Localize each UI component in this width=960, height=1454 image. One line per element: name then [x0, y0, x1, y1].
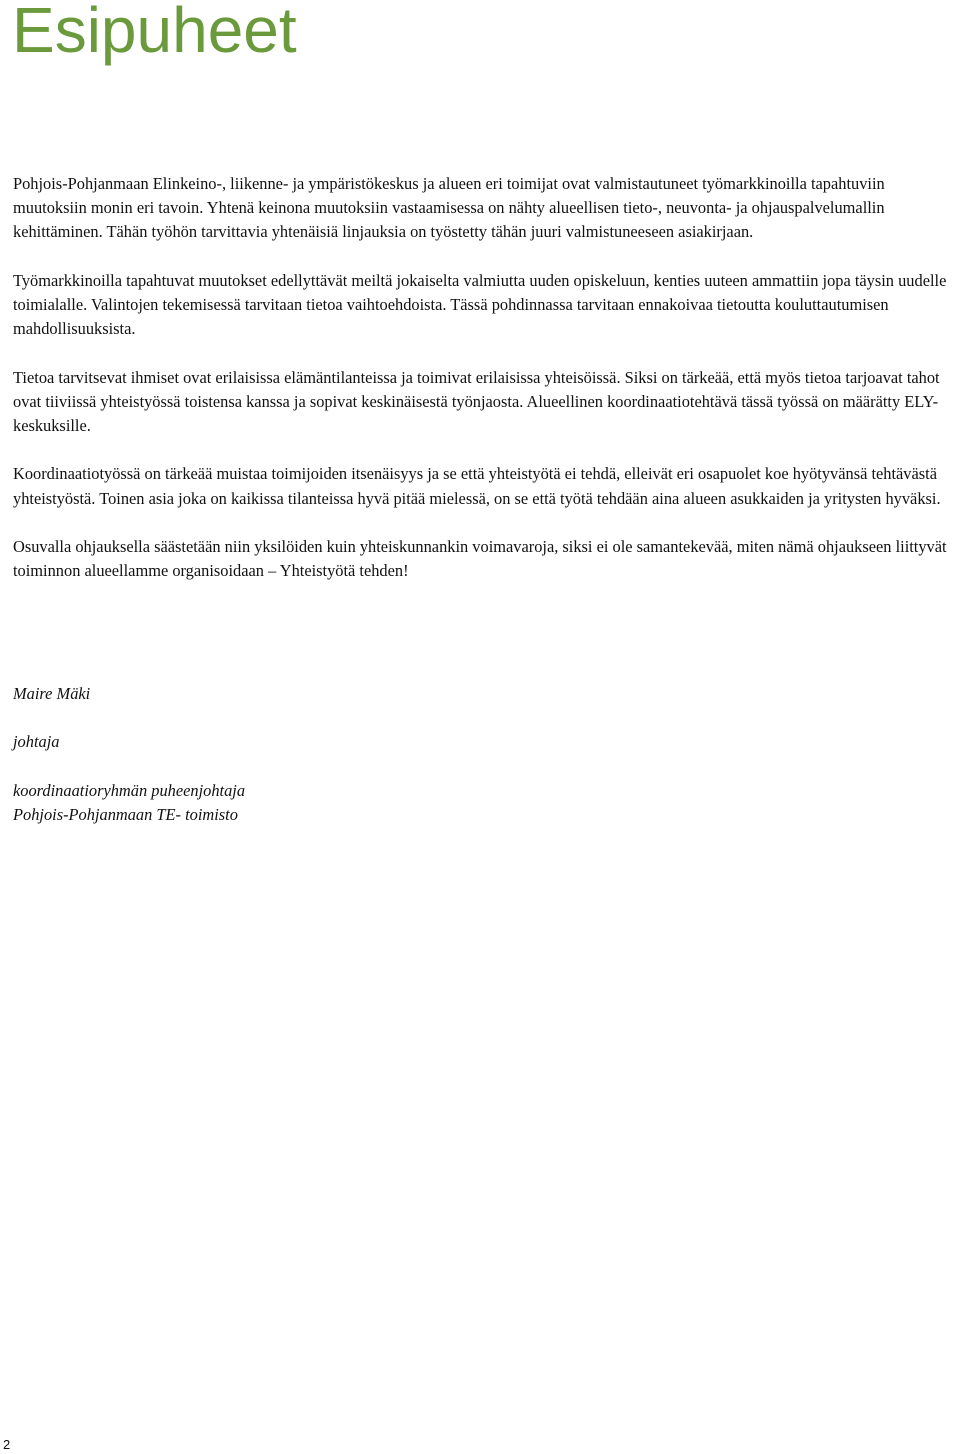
signature-position: koordinaatioryhmän puheenjohtaja	[13, 780, 246, 800]
paragraph: Tietoa tarvitsevat ihmiset ovat erilaisissa elämäntilanteissa ja toimivat erilaisissa yhteisöissä. Siksi on tärkeää, että myös tietoa tarjoavat tahot ovat tiiviissä yhteistyössä toistensa kanssa ja sopivat keskinäisestä työnjaosta. Alueellinen koordinaatiotehtävä tässä työssä on määrätty ELY-keskuksille.	[13, 367, 940, 435]
paragraph: Osuvalla ohjauksella säästetään niin yksilöiden kuin yhteiskunnankin voimavaroja, siksi ei ole samantekevää, miten nämä ohjaukseen liittyvät toiminnon alueellamme organisoidaan – Yhteistyötä tehden!	[13, 536, 947, 581]
body-text	[13, 172, 949, 608]
signature-name: Maire Mäki	[13, 684, 91, 703]
page-number: 2	[3, 1437, 11, 1452]
paragraph: Työmarkkinoilla tapahtuvat muutokset edellyttävät meiltä jokaiselta valmiutta uuden opiskeluun, kenties uuteen ammattiin jopa täysin uudelle toimialalle. Valintojen tekemisessä tarvitaan tietoa vaihtoehdoista. Tässä pohdinnassa tarvitaan ennakoivaa tietoutta kouluttautumisen mahdollisuuksista.	[13, 270, 947, 339]
signature-block	[13, 682, 613, 827]
page-title: Esipuheet	[12, 0, 297, 66]
signature-organization: Pohjois-Pohjanmaan TE- toimisto	[13, 804, 238, 824]
signature-role: johtaja	[13, 732, 60, 752]
paragraph: Pohjois-Pohjanmaan Elinkeino-, liikenne- ja ympäristökeskus ja alueen eri toimijat ovat valmistautuneet työmarkkinoilla tapahtuviin muutoksiin monin eri tavoin. Yhtenä keinona muutoksiin vastaamisessa on nähty alueellisen tieto-, neuvonta- ja ohjauspalvelumallin kehittäminen. Tähän työhön tarvittavia yhtenäisiä linjauksia on työstetty tähän juuri valmistuneeseen asiakirjaan.	[13, 174, 885, 242]
paragraph: Koordinaatiotyössä on tärkeää muistaa toimijoiden itsenäisyys ja se että yhteistyötä ei tehdä, elleivät eri osapuolet koe hyötyvänsä tehtävästä yhteistyöstä. Toinen asia joka on kaikissa tilanteissa hyvä pitää mielessä, on se että työtä tehdään aina alueen asukkaiden ja yritysten hyväksi.	[13, 464, 941, 508]
